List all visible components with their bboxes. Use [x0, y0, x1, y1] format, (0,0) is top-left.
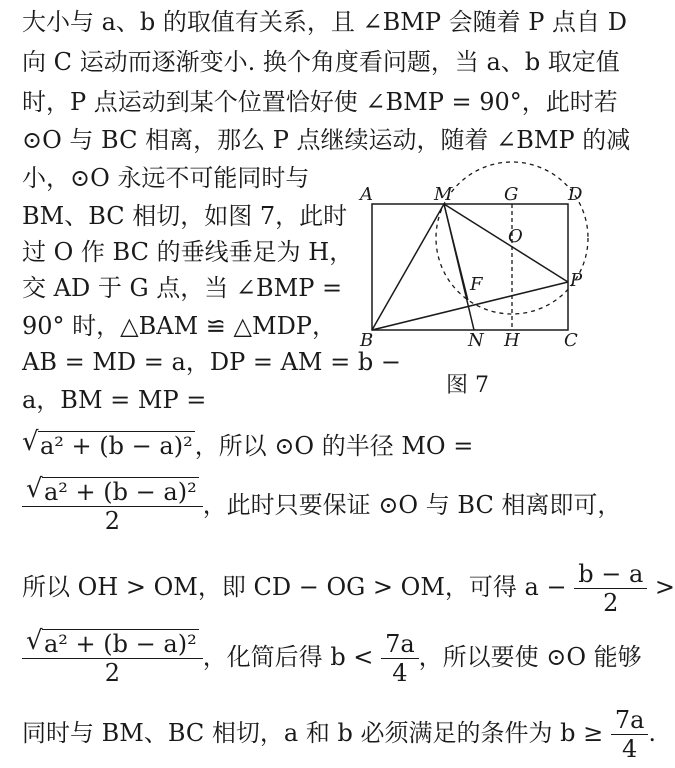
segment-bm — [372, 204, 444, 330]
segment-mp — [444, 204, 568, 282]
text-line-15: √ a² + (b − a)² 2 ，化简后得 b < $\frac{7a}{4}$ ，所以要使 ⊙O 能够 — [22, 630, 642, 687]
text-line-4: ⊙O 与 BC 相离，那么 P 点继续运动，随着 ∠BMP 的减 — [22, 126, 631, 154]
text-line-5: 小，⊙O 永远不可能同时与 — [22, 164, 310, 192]
text-line-3: 时，P 点运动到某个位置恰好使 ∠BMP = 90°，此时若 — [22, 88, 618, 116]
fraction-7a-over-4: $\frac{7a}{4}$ — [381, 630, 419, 687]
text-line-11: a，BM = MP = — [22, 386, 207, 414]
text-line-2: 向 C 运动而逐渐变小. 换个角度看问题，当 a、b 取定值 — [22, 48, 620, 76]
fraction-b-minus-a: $\frac{b - a}{2}$ — [574, 560, 647, 617]
fraction-radius: √ a² + (b − a)² 2 — [22, 478, 203, 535]
text-line-14: 所以 OH > OM，即 CD − OG > OM，可得 a − $\frac{b - a}{2}$ > — [22, 560, 675, 617]
label-f: F — [470, 274, 483, 295]
label-o: O — [508, 226, 523, 247]
text-line-12 — [22, 427, 474, 462]
text-line-6: BM、BC 相切，如图 7，此时 — [22, 202, 348, 230]
sqrt-expression: √ a² + (b − a)² — [22, 427, 193, 460]
label-d: D — [568, 184, 583, 205]
label-b: B — [360, 330, 374, 351]
segment-mf — [444, 204, 468, 300]
label-g: G — [504, 184, 519, 205]
label-p: P — [570, 270, 583, 291]
fraction-7a-over-4-final: $\frac{7a}{4}$ — [611, 706, 649, 763]
fraction-radius-2: √ a² + (b − a)² 2 — [22, 630, 203, 687]
label-n: N — [468, 330, 484, 351]
figure-caption: 图 7 — [446, 373, 489, 398]
text-line-9: 90° 时，△BAM ≌ △MDP， — [22, 312, 336, 340]
text-line-7: 过 O 作 BC 的垂线垂足为 H， — [22, 238, 354, 266]
label-a: A — [360, 184, 373, 205]
label-c: C — [564, 330, 578, 351]
label-m: M — [434, 184, 453, 205]
text-line-13 — [22, 474, 622, 535]
geometry-figure — [358, 178, 598, 350]
text-line-10: AB = MD = a，DP = AM = b − — [22, 348, 401, 376]
text-line-1: 大小与 a、b 的取值有关系，且 ∠BMP 会随着 P 点自 D — [22, 8, 627, 36]
condition-text: ，此时只要保证 ⊙O 与 BC 相离即可， — [202, 491, 622, 519]
text-line-8: 交 AD 于 G 点，当 ∠BMP = — [22, 274, 343, 302]
label-h: H — [504, 330, 520, 351]
text-line-16: 同时与 BM、BC 相切，a 和 b 必须满足的条件为 b ≥ $\frac{7a}{4}$ . — [22, 706, 657, 763]
radius-text: ，所以 ⊙O 的半径 MO = — [194, 432, 474, 460]
